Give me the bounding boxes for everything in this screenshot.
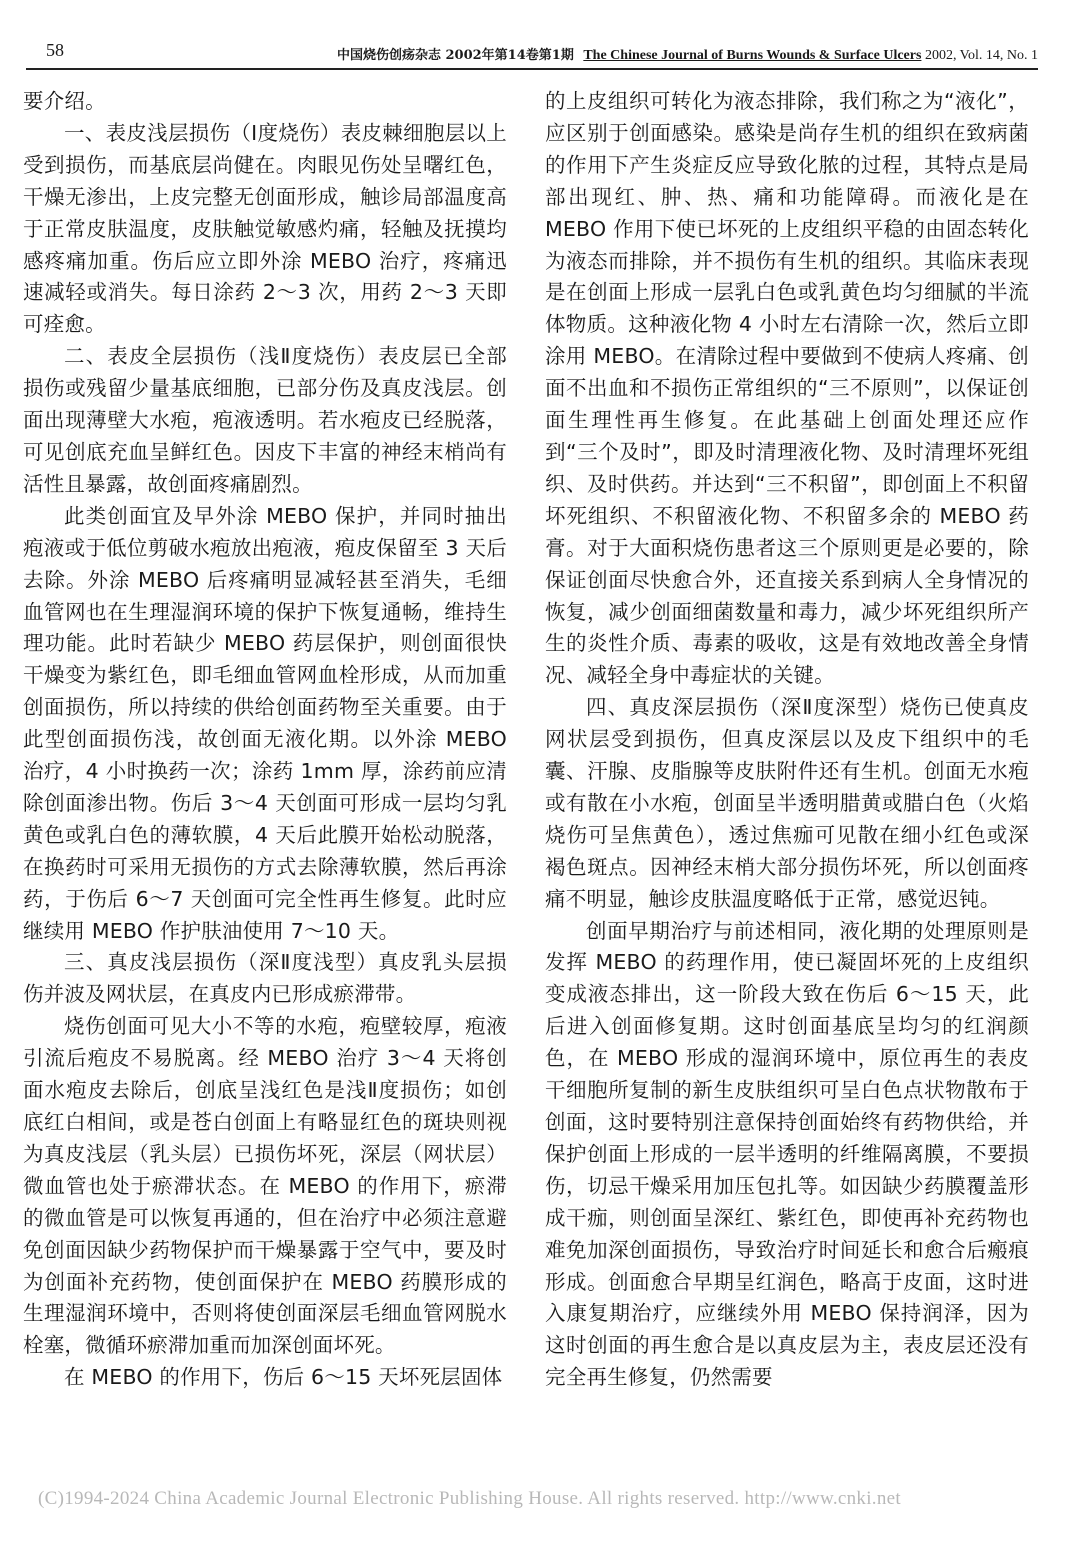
paragraph: 在 MEBO 的作用下，伤后 6～15 天坏死层固体 xyxy=(64,1365,503,1390)
journal-title-cn: 中国烧伤创疡杂志 2002年第14卷第1期 xyxy=(336,48,574,63)
paragraph: 一、表皮浅层损伤（Ⅰ度烧伤）表皮棘细胞层以上受到损伤，而基底层尚健在。肉眼见伤处呈曙红色，干燥无渗出，上皮完整无创面形成，触诊局部温度高于正常皮肤温度，皮肤触觉敏感灼痛，轻触及抚摸均感疼痛加重。伤后应立即外涂 MEBO 治疗，疼痛迅速减轻或消失。每日涂药 2～3 次，用药 2～3 天即可痊愈。 xyxy=(23,120,507,337)
paragraph: 四、真皮深层损伤（深Ⅱ度深型）烧伤已使真皮网状层受到损伤，但真皮深层以及皮下组织中的毛囊、汗腺、皮脂腺等皮肤附件还有生机。创面无水疱或有散在小水疱，创面呈半透明腊黄或腊白色（火焰烧伤可呈焦黄色），透过焦痂可见散在细小红色或深褐色斑点。因神经末梢大部分损伤坏死，所以创面疼痛不明显，触诊皮肤温度略低于正常，感觉迟钝。 xyxy=(545,695,1029,911)
paragraph: 创面早期治疗与前述相同，液化期的处理原则是发挥 MEBO 的药理作用，使已凝固坏死的上皮组织变成液态排出，这一阶段大致在伤后 6～15 天，此后进入创面修复期。这时创面基底呈均匀的红润颜色，在 MEBO 形成的湿润环境中，原位再生的表皮干细胞所复制的新生皮肤组织可呈白色点状物散布于创面，这时要特别注意保持创面始终有药物供给，并保护创面上形成的一层半透明的纤维隔离膜，不要损伤，切忌干燥采用加压包扎等。如因缺少药膜覆盖形成干痂，则创面呈深红、紫红色，即使再补充药物也难免加深创面损伤，导致治疗时间延长和愈合后瘢痕形成。创面愈合早期呈红润色，略高于皮面，这时进入康复期治疗，应继续外用 MEBO 保持润泽，因为这时创面的再生愈合是以真皮层为主，表皮层还没有完全再生修复，仍然需要 xyxy=(545,918,1029,1390)
paragraph: 要介绍。 xyxy=(23,89,106,113)
journal-issue: 2002, Vol. 14, No. 1 xyxy=(924,48,1038,63)
journal-running-title xyxy=(337,44,1038,64)
copyright-footer: (C)1994-2024 China Academic Journal Electronic Publishing House. All rights reserved. http://www.cnki.net xyxy=(38,1488,901,1509)
page-number: 58 xyxy=(46,40,64,60)
paragraph: 的上皮组织可转化为液态排除，我们称之为“液化”，应区别于创面感染。感染是尚存生机的组织在致病菌的作用下产生炎症反应导致化脓的过程，其特点是局部出现红、肿、热、痛和功能障碍。而液化是在 MEBO 作用下使已坏死的上皮组织平稳的由固态转化为液态而排除，并不损伤有生机的组织。其临床表现是在创面上形成一层乳白色或乳黄色均匀细腻的半流体物质。这种液化物 4 小时左右清除一次，然后立即涂用 MEBO。在清除过程中要做到不使病人疼痛、创面不出血和不损伤正常组织的“三不原则”，以保证创面生理性再生修复。在此基础上创面处理还应作到“三个及时”，即及时清理液化物、及时清理坏死组织、及时供药。并达到“三不积留”，即创面上不积留坏死组织、不积留液化物、不积留多余的 MEBO 药膏。对于大面积烧伤患者这三个原则更是必要的，除保证创面尽快愈合外，还直接关系到病人全身情况的恢复，减少创面细菌数量和毒力，减少坏死组织所产生的炎性介质、毒素的吸收，这是有效地改善全身情况、减轻全身中毒症状的关键。 xyxy=(545,89,1029,688)
journal-title-en: The Chinese Journal of Burns Wounds & Surface Ulcers xyxy=(583,48,922,63)
paragraph: 二、表皮全层损伤（浅Ⅱ度烧伤）表皮层已全部损伤或残留少量基底细胞，已部分伤及真皮浅层。创面出现薄壁大水疱，疱液透明。若水疱皮已经脱落，可见创底充血呈鲜红色。因皮下丰富的神经末梢尚有活性且暴露，故创面疼痛剧烈。 xyxy=(23,344,507,496)
paragraph: 三、真皮浅层损伤（深Ⅱ度浅型）真皮乳头层损伤并波及网状层，在真皮内已形成瘀滞带。 xyxy=(23,950,507,1007)
right-column xyxy=(545,86,1029,1394)
paragraph: 此类创面宜及早外涂 MEBO 保护，并同时抽出疱液或于低位剪破水疱放出疱液，疱皮保留至 3 天后去除。外涂 MEBO 后疼痛明显减轻甚至消失，毛细血管网也在生理湿润环境的保护下恢复通畅，维持生理功能。此时若缺少 MEBO 药层保护，则创面很快干燥变为紫红色，即毛细血管网血栓形成，从而加重创面损伤，所以持续的供给创面药物至关重要。由于此型创面损伤浅，故创面无液化期。以外涂 MEBO 治疗，4 小时换药一次；涂药 1mm 厚，涂药前应清除创面渗出物。伤后 3～4 天创面可形成一层均匀乳黄色或乳白色的薄软膜，4 天后此膜开始松动脱落，在换药时可采用无损伤的方式去除薄软膜，然后再涂药，于伤后 6～7 天创面可完全性再生修复。此时应继续用 MEBO 作护肤油使用 7～10 天。 xyxy=(23,503,507,943)
page-header xyxy=(26,38,1038,70)
paragraph: 烧伤创面可见大小不等的水疱，疱壁较厚，疱液引流后疱皮不易脱离。经 MEBO 治疗 3～4 天将创面水疱皮去除后，创底呈浅红色是浅Ⅱ度损伤；如创底红白相间，或是苍白创面上有略显红色的斑块则视为真皮浅层（乳头层）已损伤坏死，深层（网状层）微血管也处于瘀滞状态。在 MEBO 的作用下，瘀滞的微血管是可以恢复再通的，但在治疗中必须注意避免创面因缺少药物保护而干燥暴露于空气中，要及时为创面补充药物，使创面保护在 MEBO 药膜形成的生理湿润环境中，否则将使创面深层毛细血管网脱水栓塞，微循环瘀滞加重而加深创面坏死。 xyxy=(23,1014,507,1358)
left-column xyxy=(23,86,507,1394)
